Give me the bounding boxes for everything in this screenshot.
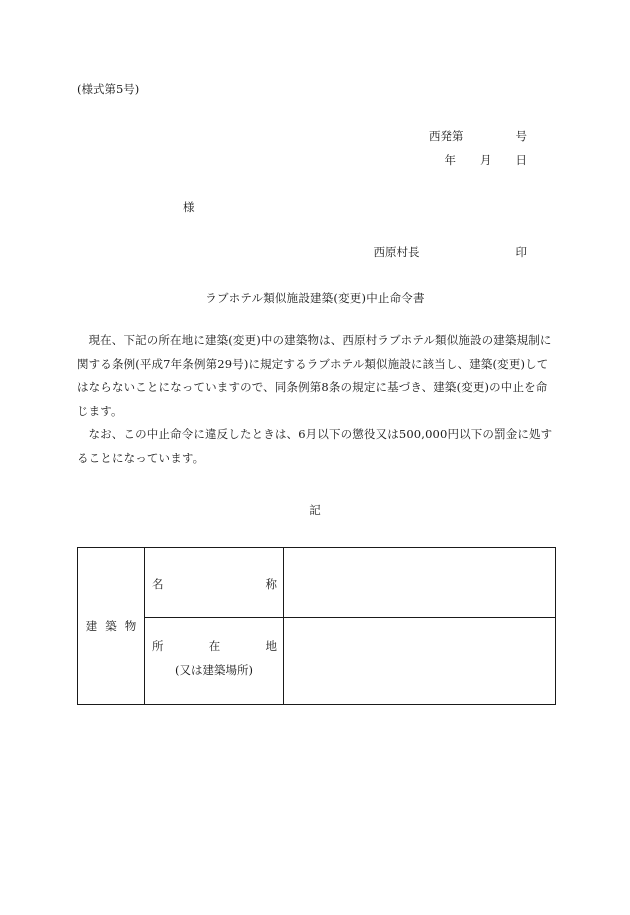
location-label-cell [145,618,284,705]
table-row-location [78,618,556,705]
document-number-prefix: 西発第 [429,129,464,143]
seal-mark: 印 [515,245,527,259]
location-value-cell[interactable] [284,618,556,705]
date-day: 日 [515,153,527,167]
building-info-table [77,547,556,705]
sender [374,244,528,260]
name-label-char-2: 称 [265,577,277,591]
category-cell [78,548,145,705]
sender-name: 西原村長 [373,245,420,259]
name-value-cell[interactable] [284,548,556,618]
body-paragraph-1: 現在、下記の所在地に建築(変更)中の建築物は、西原村ラブホテル類似施設の建築規制に関する条例(平成7年条例第29号)に規定するラブホテル類似施設に該当し、建築(変更)してはならないことになっていますので、同条例第8条の規定に基づき、建築(変更)の中止を命じます。 [77,333,552,418]
location-sub-label: (又は建築場所) [175,663,253,677]
date-month: 月 [480,153,492,167]
form-number: (様式第5号) [77,82,140,96]
location-label-char-3: 地 [265,639,277,653]
addressee-honorific: 様 [183,200,195,214]
table-row-name [78,548,556,618]
name-label-cell [145,548,284,618]
location-label [145,618,283,654]
location-label-char-2: 在 [208,639,221,653]
document-number [429,128,527,144]
body-text [77,329,553,470]
date-year: 年 [444,153,456,167]
ki-heading: 記 [309,503,321,517]
name-label [145,548,283,592]
location-label-char-1: 所 [152,639,164,653]
document-title: ラブホテル類似施設建築(変更)中止命令書 [205,291,425,305]
document-number-suffix: 号 [515,129,527,143]
document-date [445,152,528,168]
name-label-char-1: 名 [152,577,164,591]
category-label: 建築物 [85,619,145,633]
body-paragraph-2: なお、この中止命令に違反したときは、6月以下の懲役又は500,000円以下の罰金に処することになっています。 [77,427,553,465]
